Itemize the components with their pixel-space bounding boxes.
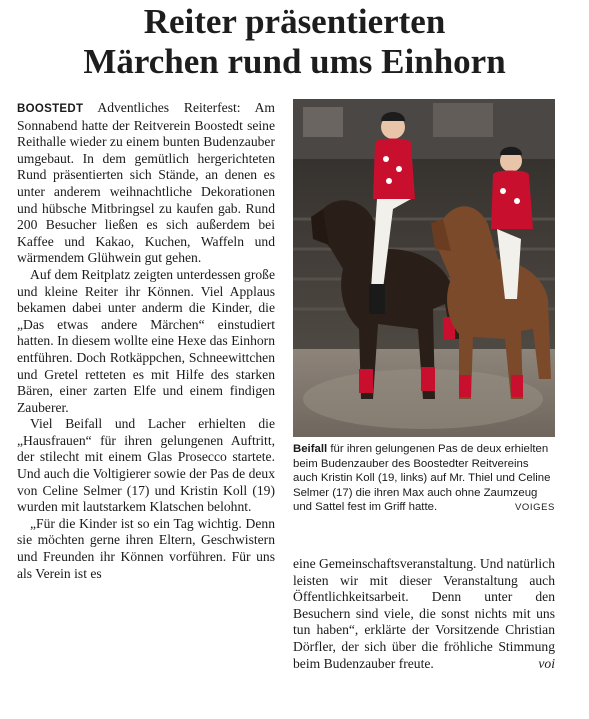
horse-riders-photo (293, 99, 555, 437)
article-paragraph-3: Viel Beifall und Lacher erhielten die „Hausfrauen“ für ihren gelungenen Auftritt, der stilecht mit einem Glas Prosecco startete. Und auch die Voltigierer sowie der Pas de deux von Celine Selmer (17) und Kristin Koll (19) wurden mit lautstarkem Klatschen belohnt. (17, 416, 275, 515)
caption-text: für ihren gelungenen Pas de deux erhielten beim Budenzauber des Boostedter Reitvereins auch Kristin Koll (19, links) auf Mr. Thiel und Celine Selmer (17) die ihren Max auch ohne Zaumzeug und Sattel fest im Griff hatte. (293, 443, 551, 514)
author-signature: voi (538, 655, 555, 671)
article-column-right (293, 556, 555, 672)
headline-line-2: Märchen rund ums Einhorn (83, 42, 506, 81)
paragraph-5-text: eine Gemeinschaftsveranstaltung. Und natürlich leisten wir mit dieser Veranstaltung auch Öffentlichkeitsarbeit. Denn unter den Besuchern sind viele, die sonst nichts mit uns tun haben“, erklärte der Vorsitzende Christian Dörfler, der sich über die fröhliche Stimmung beim Budenzauber freute. (293, 556, 555, 671)
dateline: BOOSTEDT (17, 103, 84, 115)
headline (0, 0, 589, 82)
article-paragraph-4: „Für die Kinder ist so ein Tag wichtig. Denn sie möchten gerne ihren Eltern, Geschwistern und Freunden ihr Können vorführen. Für uns als Verein ist es (17, 515, 275, 581)
article-paragraph-5 (293, 556, 555, 672)
photo-caption (293, 442, 555, 516)
headline-line-1: Reiter präsentierten (143, 2, 446, 41)
article-paragraph-2: Auf dem Reitplatz zeigten unterdessen große und kleine Reiter ihr Können. Viel Applaus bekamen dabei unter anderm die Kinder, die „Das etwas andere Märchen“ einstudiert hatten. In diesem wollte eine Hexe das Einhorn entführen. Doch Rotkäppchen, Schneewittchen und Gretel retteten es mit Hilfe des starken Bären, einer zarten Elfe und einem findigen Zauberer. (17, 266, 275, 415)
article-paragraph-1 (17, 100, 275, 267)
article-column-left (17, 100, 275, 582)
caption-lead: Beifall (293, 443, 328, 455)
photo-credit: VOIGES (514, 502, 555, 514)
paragraph-1-text: Adventliches Reiterfest: Am Sonnabend hatte der Reitverein Boostedt seine Reithalle wieder zu einem bunten Budenzauber umgebaut. In dem gemütlich hergerichteten Rund präsentierten sich Stände, an denen es unter anderem weihnachtliche Dekorationen und hübsche Mitbringsel zu kaufen gab. Rund 200 Besucher ließen es sich außerdem bei Kaffee und Kakao, Kuchen, Waffeln und wärmendem Glühwein gut gehen. (17, 100, 275, 266)
article-photo (293, 99, 555, 437)
